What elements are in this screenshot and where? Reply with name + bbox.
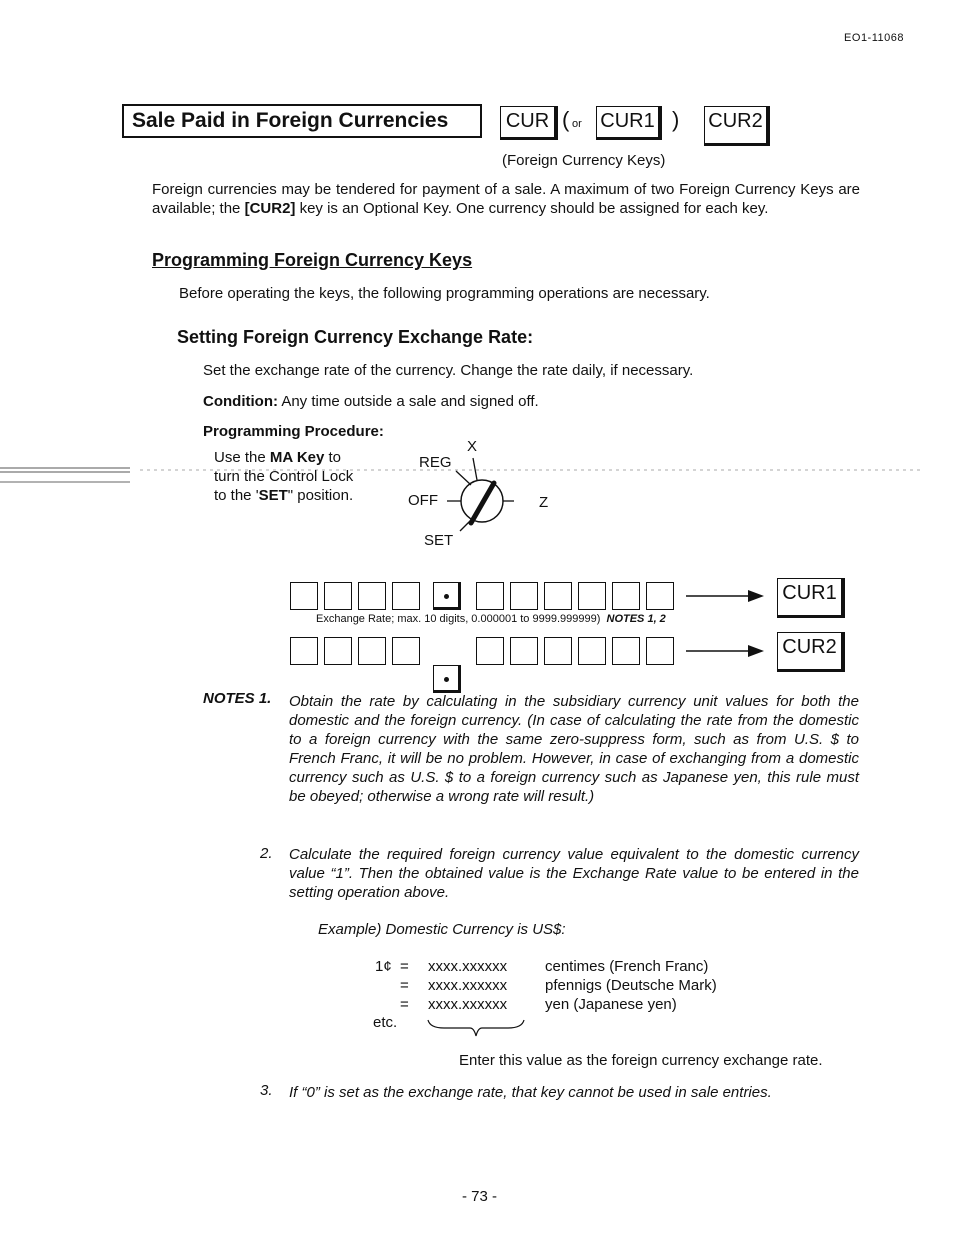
setting-description: Set the exchange rate of the currency. Change the rate daily, if necessary. <box>203 362 694 379</box>
digit-box <box>646 582 674 610</box>
digit-box <box>646 637 674 665</box>
notes-label: NOTES 1. <box>203 690 272 707</box>
cur1-key-entry: CUR1 <box>777 578 845 618</box>
lock-set-label: SET <box>424 532 454 549</box>
digit-box <box>290 582 318 610</box>
example-row: = xxxx.xxxxxx yen (Japanese yen) <box>400 996 677 1013</box>
digit-box <box>358 582 386 610</box>
digit-box <box>324 637 352 665</box>
digit-box <box>578 582 606 610</box>
digit-box <box>612 637 640 665</box>
digit-box <box>290 637 318 665</box>
setting-heading: Setting Foreign Currency Exchange Rate: <box>177 327 534 347</box>
condition-line: Condition: Any time outside a sale and signed off. <box>203 393 539 410</box>
programming-heading: Programming Foreign Currency Keys <box>152 250 473 270</box>
decimal-point-key <box>433 665 461 693</box>
digit-box <box>510 582 538 610</box>
exchange-rate-note: Exchange Rate; max. 10 digits, 0.000001 to 9999.999999) NOTES 1, 2 <box>316 613 666 625</box>
procedure-label: Programming Procedure: <box>203 423 384 440</box>
cur-key: CUR <box>500 106 558 140</box>
cur2-key: CUR2 <box>704 106 770 146</box>
lock-z-label: Z <box>539 494 549 511</box>
example-row: = xxxx.xxxxxx pfennigs (Deutsche Mark) <box>400 977 717 994</box>
cur2-key-entry: CUR2 <box>777 632 845 672</box>
control-lock-diagram <box>400 438 570 553</box>
digit-box <box>358 637 386 665</box>
digit-box <box>578 637 606 665</box>
digit-box <box>324 582 352 610</box>
lock-off-label: OFF <box>408 492 438 509</box>
note-2: Calculate the required foreign currency value equivalent to the domestic currency value “1”. Then the obtained value is the Exchange Rate value to be entered in the setting operation above. <box>289 846 859 901</box>
digit-box <box>612 582 640 610</box>
digit-box <box>392 637 420 665</box>
cur1-key: CUR1 <box>596 106 662 140</box>
arrow-right-icon <box>686 644 766 658</box>
lock-instruction: Use the MA Key to turn the Control Lock to the 'SET" position. <box>214 449 354 504</box>
document-id: EO1-11068 <box>844 32 904 44</box>
decimal-point-key <box>433 582 461 610</box>
note-2-number: 2. <box>260 845 273 862</box>
paren-close: ) <box>672 107 680 132</box>
example-title: Example) Domestic Currency is US$: <box>318 921 566 938</box>
or-word: or <box>572 118 582 130</box>
arrow-right-icon <box>686 589 766 603</box>
digit-box <box>476 582 504 610</box>
lock-reg-label: REG <box>419 454 452 471</box>
example-row: 1¢ = xxxx.xxxxxx centimes (French Franc) <box>375 958 709 975</box>
note-1: Obtain the rate by calculating in the subsidiary currency unit values for both the domestic and the foreign currency. (In case of calculating the rate from the domestic to a foreign currency with the same zero-suppress form, such as from U.S. $ to French Franc, it will be no problem. However, in case of exchanging from a domestic currency such as U.S. $ to a foreign currency such as Japanese yen, this rule must be obeyed; otherwise a wrong rate will result.) <box>289 693 859 805</box>
digit-box <box>544 582 572 610</box>
note-3: If “0” is set as the exchange rate, that key cannot be used in sale entries. <box>289 1084 772 1101</box>
digit-box <box>544 637 572 665</box>
programming-intro: Before operating the keys, the following programming operations are necessary. <box>179 285 710 302</box>
enter-instruction: Enter this value as the foreign currency exchange rate. <box>459 1052 823 1069</box>
paren-open: ( <box>562 107 570 132</box>
page-number: - 73 - <box>462 1188 498 1205</box>
digit-box <box>476 637 504 665</box>
section-title: Sale Paid in Foreign Currencies <box>122 104 482 138</box>
intro-paragraph: Foreign currencies may be tendered for payment of a sale. A maximum of two Foreign Currency Keys are available; the [CUR2] key is an Optional Key. One currency should be assigned for each key. <box>152 181 860 217</box>
digit-box <box>392 582 420 610</box>
note-3-number: 3. <box>260 1082 273 1099</box>
brace-icon <box>426 1018 526 1040</box>
digit-box <box>510 637 538 665</box>
lock-x-label: X <box>467 438 478 455</box>
example-etc: etc. <box>373 1014 398 1031</box>
keys-caption: (Foreign Currency Keys) <box>502 152 666 169</box>
